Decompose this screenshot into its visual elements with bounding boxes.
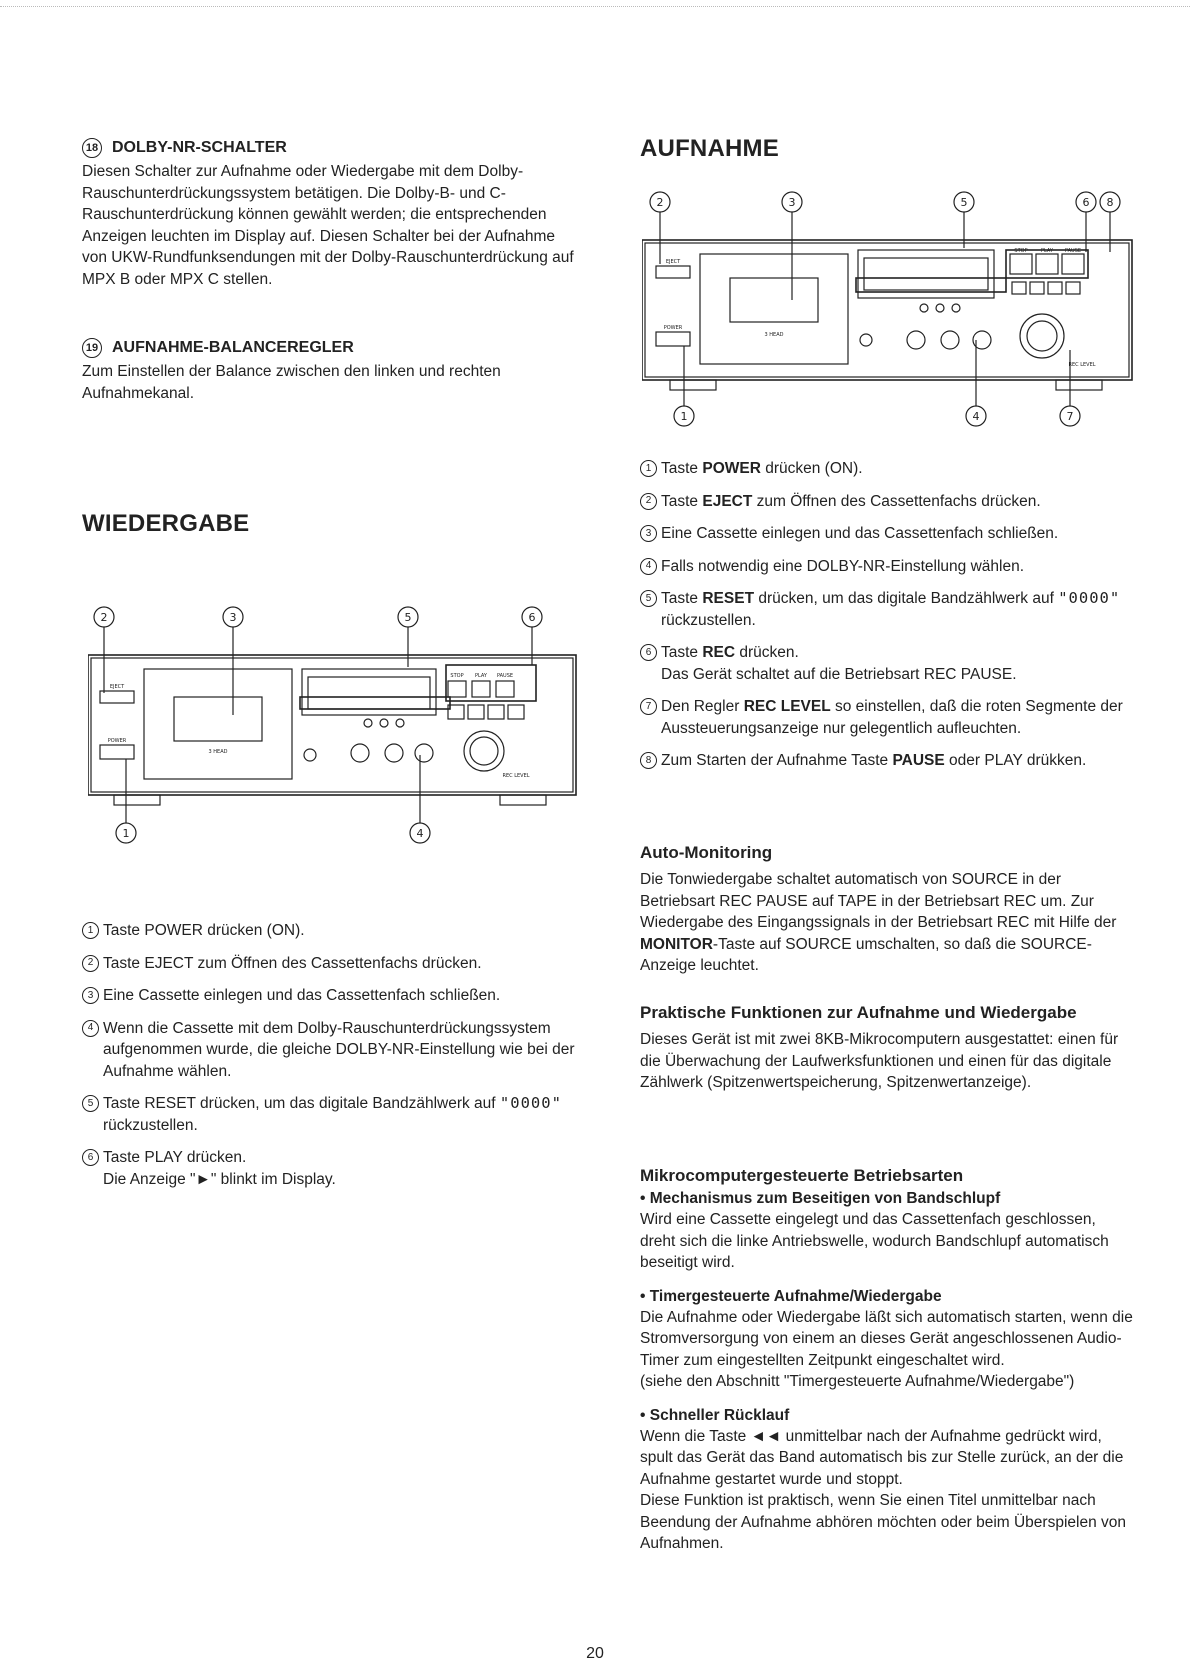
step-text-pre: Den Regler: [661, 698, 744, 715]
step-number: 2: [640, 493, 657, 510]
auto-text-pre: Die Tonwiedergabe schaltet automatisch von SOURCE in der Betriebsart REC PAUSE auf TAPE in der Betriebsart REC um. Zur Wiedergabe des Eingangssignals in der Betriebsart REC mit Hilfe der: [640, 871, 1117, 931]
step-text: Eine Cassette einlegen und das Cassettenfach schließen.: [103, 987, 501, 1004]
step-item: [640, 750, 1135, 772]
praktisch-heading: Praktische Funktionen zur Aufnahme und Wiedergabe: [640, 1003, 1077, 1022]
auto-monitoring-heading: Auto-Monitoring: [640, 843, 773, 862]
auto-keyword: MONITOR: [640, 935, 713, 953]
bullet-heading: • Schneller Rücklauf: [640, 1406, 790, 1424]
callout-label: 5: [960, 196, 968, 209]
rewind-icon: ◄◄: [750, 1427, 782, 1445]
step-text: [661, 696, 1135, 739]
step-number: 2: [82, 955, 99, 972]
section-mikro: [640, 1165, 1135, 1555]
counter-digits: "0000": [1058, 589, 1121, 607]
bullet-text: Wird eine Cassette eingelegt und das Cassettenfach geschlossen, dreht sich die linke Antriebswelle, wodurch Bandschlupf automatisch beseitigt wird.: [640, 1211, 1109, 1271]
step-number: 7: [640, 698, 657, 715]
eject-label: EJECT: [665, 259, 681, 265]
step-text-post: drücken.: [735, 644, 799, 661]
step-item: [82, 953, 582, 975]
wiedergabe-steps: [82, 920, 582, 1190]
step-text: [661, 642, 1017, 685]
item-number: 19: [82, 338, 102, 358]
step-text: [661, 588, 1135, 631]
auto-text-post: -Taste auf SOURCE umschalten, so daß die SOURCE-Anzeige leuchtet.: [640, 935, 1092, 974]
callout-label: 7: [1066, 410, 1074, 423]
step-text-post: rückzustellen.: [103, 1116, 198, 1134]
step-text: [103, 1093, 582, 1136]
step-item: [640, 556, 1135, 578]
step-number: 3: [640, 525, 657, 542]
step-item: [640, 588, 1135, 631]
step-line: Die Anzeige "►" blinkt im Display.: [103, 1170, 336, 1188]
play-label: PLAY: [1040, 248, 1054, 254]
section-dolby: [82, 138, 582, 290]
callout-label: 2: [100, 611, 108, 624]
bullet-text: [640, 1426, 1135, 1491]
step-item: [640, 491, 1135, 513]
callout-label: 2: [656, 196, 664, 209]
step-number: 1: [640, 460, 657, 477]
step-item: [640, 523, 1135, 545]
rec-level-label: REC LEVEL: [502, 773, 530, 779]
step-text-post: oder PLAY drükken.: [944, 752, 1087, 769]
bullet-heading: • Mechanismus zum Beseitigen von Bandschlupf: [640, 1190, 1001, 1207]
step-number: 4: [82, 1020, 99, 1037]
step-item: [82, 1018, 582, 1083]
step-item: [82, 1093, 582, 1136]
step-number: 6: [82, 1149, 99, 1166]
step-text: [661, 750, 1086, 772]
callout-label: 1: [122, 827, 130, 840]
bullet-note: (siehe den Abschnitt "Timergesteuerte Aufnahme/Wiedergabe"): [640, 1373, 1075, 1390]
counter-digits: "0000": [499, 1094, 562, 1112]
section-balance: [82, 338, 582, 404]
callout-label: 4: [416, 827, 424, 840]
step-text-pre: Taste: [661, 492, 703, 510]
step-text: [661, 491, 1041, 513]
rec-level-label: REC LEVEL: [1068, 362, 1096, 368]
step-item: [640, 696, 1135, 739]
pause-label: PAUSE: [1064, 248, 1082, 254]
balance-heading: [82, 338, 582, 358]
balance-title: AUFNAHME-BALANCEREGLER: [112, 339, 354, 356]
step-text-post: so einstellen, daß die roten Segmente der Aussteuerungsanzeige nur gelegentlich aufleuchten.: [661, 698, 1123, 737]
step-text: Taste POWER drücken (ON).: [103, 922, 305, 939]
page-number: 20: [586, 1645, 604, 1662]
step-number: 5: [82, 1095, 99, 1112]
mikro-heading: Mikrocomputergesteuerte Betriebsarten: [640, 1166, 964, 1185]
step-item: [640, 458, 1135, 480]
aufnahme-steps: [640, 458, 1135, 772]
step-item: [82, 1147, 582, 1190]
head-label: 3 HEAD: [208, 749, 228, 755]
step-text: [661, 458, 863, 480]
step-text-pre: Taste RESET drücken, um das digitale Bandzählwerk auf: [103, 1095, 500, 1112]
callout-label: 6: [528, 611, 536, 624]
top-rule: [0, 6, 1190, 7]
step-line: Taste PLAY drücken.: [103, 1149, 247, 1166]
playback-deck-diagram: [88, 605, 588, 845]
callout-label: 4: [972, 410, 980, 423]
bullet-text-post: unmittelbar nach der Aufnahme gedrückt wird, spult das Gerät das Band automatisch bis zur Stelle zurück, an der die Aufnahme gestartet wurde und stoppt.: [640, 1427, 1124, 1488]
section-auto-monitoring: [640, 842, 1135, 977]
step-item: [82, 985, 582, 1007]
callout-label: 3: [229, 611, 237, 624]
step-item: [82, 920, 582, 942]
section-praktisch: [640, 1002, 1135, 1094]
step-text-post: zum Öffnen des Cassettenfachs drücken.: [752, 492, 1041, 510]
step-text-pre: Taste: [661, 590, 703, 607]
auto-monitoring-text: [640, 869, 1135, 977]
step-text-post: drücken (ON).: [760, 460, 863, 477]
step-number: 3: [82, 987, 99, 1004]
pause-label: PAUSE: [496, 673, 514, 679]
step-number: 6: [640, 644, 657, 661]
step-number: 1: [82, 922, 99, 939]
callout-label: 6: [1082, 196, 1090, 209]
step-number: 8: [640, 752, 657, 769]
bullet-text: Diese Funktion ist praktisch, wenn Sie einen Titel unmittelbar nach Beendung der Aufnahme abhören möchten oder beim Überspielen von Aufnahmen.: [640, 1492, 1126, 1552]
step-text-pre: Taste: [661, 644, 703, 661]
praktisch-text: Dieses Gerät ist mit zwei 8KB-Mikrocomputern ausgestattet: einen für die Überwachung der Laufwerksfunktionen und einen für das digitale Zählwerk (Spitzenwertspeicherung, Spitzenwertanzeige).: [640, 1031, 1119, 1091]
step-keyword: RESET: [702, 590, 755, 607]
play-label: PLAY: [474, 673, 488, 679]
power-label: POWER: [663, 325, 683, 331]
step-text-pre: Taste: [661, 460, 703, 477]
balance-text: Zum Einstellen der Balance zwischen den linken und rechten Aufnahmekanal.: [82, 363, 501, 402]
step-keyword: POWER: [702, 460, 761, 477]
step-keyword: REC LEVEL: [743, 698, 831, 715]
step-number: 4: [640, 558, 657, 575]
step-keyword: REC: [702, 644, 736, 661]
bullet-text: Die Aufnahme oder Wiedergabe läßt sich automatisch starten, wenn die Stromversorgung von einem an dieses Gerät angeschlossenen Audio-Timer zum eingestellten Zeitpunkt eingeschaltet wird.: [640, 1308, 1133, 1369]
step-text-post: drücken, um das digitale Bandzählwerk auf: [754, 590, 1059, 607]
head-label: 3 HEAD: [764, 332, 784, 338]
item-number: 18: [82, 138, 102, 158]
stop-label: STOP: [1014, 248, 1028, 254]
step-text-pre: Zum Starten der Aufnahme Taste: [661, 752, 893, 769]
power-label: POWER: [107, 738, 127, 744]
step-keyword: PAUSE: [892, 752, 945, 769]
stop-label: STOP: [450, 673, 464, 679]
aufnahme-heading: AUFNAHME: [640, 135, 779, 162]
step-number: 5: [640, 590, 657, 607]
bullet-text-pre: Wenn die Taste: [640, 1427, 751, 1445]
step-text: Wenn die Cassette mit dem Dolby-Rauschunterdrückungssystem aufgenommen wurde, die gleiche DOLBY-NR-Einstellung wie bei der Aufnahme wählen.: [103, 1019, 575, 1080]
callout-label: 5: [404, 611, 412, 624]
callout-label: 8: [1106, 196, 1114, 209]
step-text: Eine Cassette einlegen und das Cassettenfach schließen.: [661, 525, 1059, 542]
eject-label: EJECT: [109, 684, 125, 690]
wiedergabe-heading: WIEDERGABE: [82, 510, 250, 537]
dolby-heading: [82, 138, 582, 158]
callout-label: 1: [680, 410, 688, 423]
step-text: Falls notwendig eine DOLBY-NR-Einstellung wählen.: [661, 557, 1025, 575]
step-text: Taste EJECT zum Öffnen des Cassettenfachs drücken.: [103, 954, 482, 972]
step-text-post: rückzustellen.: [661, 611, 756, 629]
bullet-heading: • Timergesteuerte Aufnahme/Wiedergabe: [640, 1287, 942, 1305]
step-keyword: EJECT: [702, 492, 753, 510]
record-deck-diagram: [642, 190, 1142, 430]
step-text: [103, 1147, 336, 1190]
step-line: Das Gerät schaltet auf die Betriebsart REC PAUSE.: [661, 665, 1017, 683]
step-item: [640, 642, 1135, 685]
callout-label: 3: [788, 196, 796, 209]
dolby-title: DOLBY-NR-SCHALTER: [112, 139, 287, 156]
dolby-text: Diesen Schalter zur Aufnahme oder Wiedergabe mit dem Dolby-Rauschunterdrückungssystem betätigen. Die Dolby-B- und C-Rauschunterdrückung können gewählt werden; die entsprechenden Anzeigen leuchten im Display auf. Diesen Schalter bei der Aufnahme von UKW-Rundfunksendungen mit der Dolby-Rauschunterdrückung auf MPX B oder MPX C stellen.: [82, 163, 574, 288]
